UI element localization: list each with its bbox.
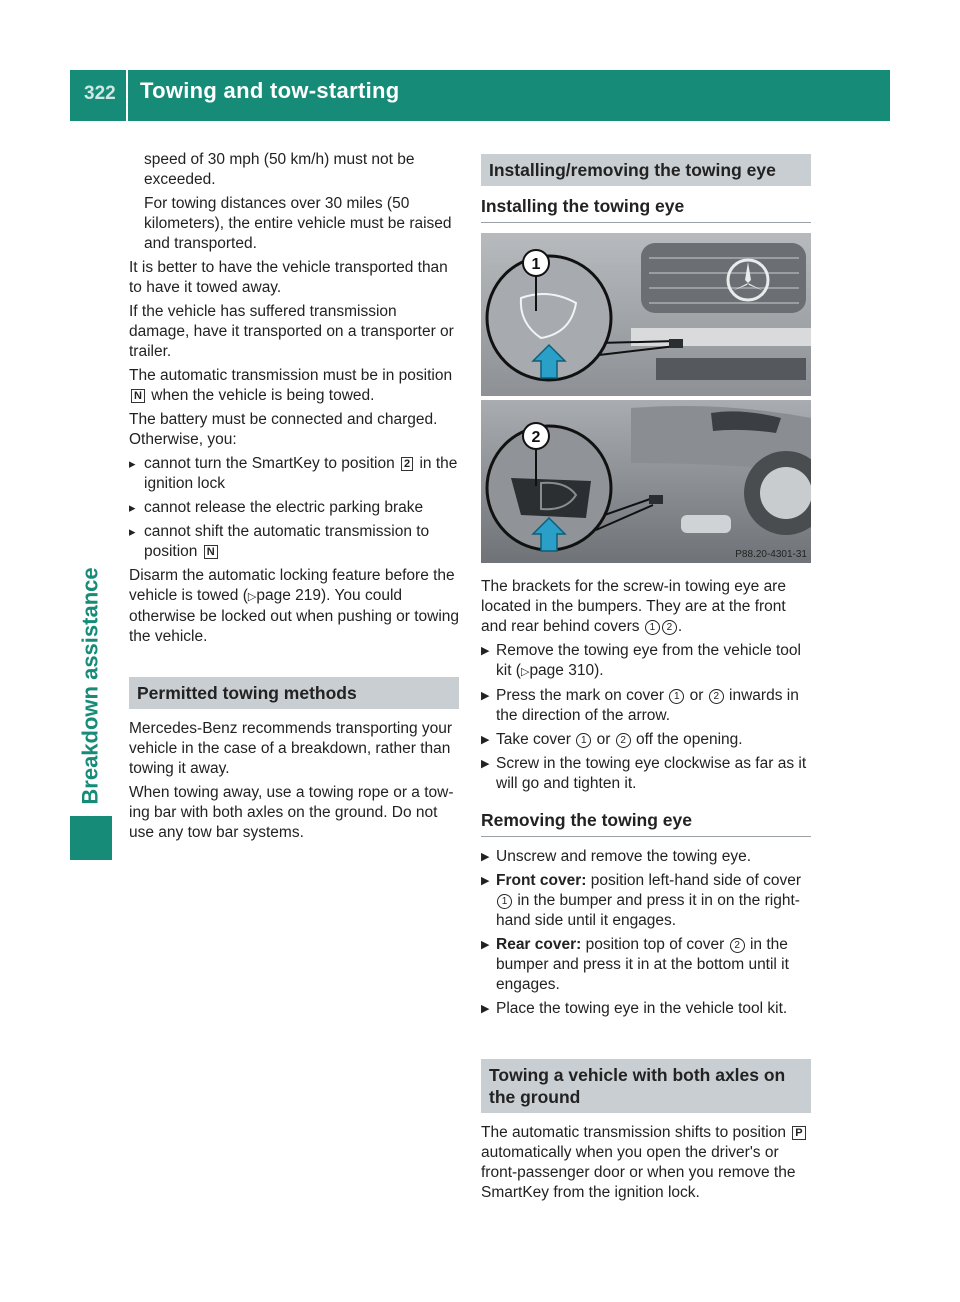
section-heading: Installing/removing the towing eye [481, 154, 811, 186]
left-column [129, 150, 459, 847]
list-item: ▶ Screw in the towing eye clockwise as far as it will go and tighten it. [481, 754, 811, 794]
text: ). [594, 662, 604, 679]
text: Press the mark on cover [496, 687, 664, 704]
label-bold: Rear cover: [496, 936, 582, 953]
gear-key-n: N [204, 545, 218, 559]
towing-eye-illustration [481, 233, 811, 563]
image-callout-2: 2 [531, 429, 541, 446]
list-item: ▸ cannot release the electric parking brake [129, 498, 459, 518]
page-reference-link[interactable]: page 310 [529, 662, 595, 679]
list-item [129, 522, 459, 562]
right-column [481, 150, 811, 1207]
paragraph [481, 1123, 811, 1203]
side-tab [75, 556, 107, 816]
paragraph: Mercedes-Benz recommends transporting your vehicle in the case of a breakdown, rather than towing it away. [129, 720, 453, 777]
text: in the ignition lock [144, 455, 458, 492]
header-divider [126, 70, 128, 121]
paragraph: The battery must be connected and charged. Otherwise, you: [129, 411, 438, 448]
paragraph: If the vehicle has suffered transmission damage, have it transported on a transporter or trailer. [129, 303, 454, 360]
page-reference-link[interactable]: page 219 [256, 587, 322, 604]
list-item: ▶ Unscrew and remove the towing eye. [481, 847, 811, 867]
text: cannot shift the automatic transmission to position [144, 523, 430, 560]
text: when the vehicle is being towed. [151, 387, 375, 404]
gear-key-p: P [792, 1126, 805, 1140]
paragraph [129, 566, 459, 647]
instruction-list [481, 847, 811, 1019]
section-heading: Permitted towing methods [129, 677, 459, 709]
side-tab-block [70, 816, 112, 860]
text: . [677, 618, 683, 635]
header-bar [70, 70, 890, 121]
list-item [481, 871, 811, 931]
page-ref-arrow-icon: ▷ [520, 666, 530, 678]
side-tab-label: Breakdown assistance [78, 567, 104, 805]
text: position top of cover [585, 936, 725, 953]
label-bold: Front cover: [496, 872, 587, 889]
text: ). You could otherwise be locked out when pushing or towing the vehicle. [129, 587, 460, 645]
callout-1: 1 [576, 733, 591, 748]
bullet-list [129, 454, 459, 562]
page-ref-arrow-icon: ▷ [247, 591, 257, 603]
text: The automatic transmission must be in position [129, 367, 453, 384]
text: or [689, 687, 704, 704]
text: automatically when you open the driver's or front-passenger door or when you remove the SmartKey from the ignition lock. [481, 1144, 796, 1201]
callout-1: 1 [497, 894, 512, 909]
instruction-list [481, 641, 811, 794]
text: position left-hand side of cover [590, 872, 801, 889]
callout-1: 1 [669, 689, 684, 704]
page-number: 322 [84, 83, 116, 104]
callout-1: 1 [645, 620, 660, 635]
car-bumper-illustration [481, 233, 811, 563]
list-item: ▶ Place the towing eye in the vehicle tool kit. [481, 999, 811, 1019]
text: cannot turn the SmartKey to position [144, 455, 395, 472]
callout-2: 2 [662, 620, 677, 635]
callout-2: 2 [730, 938, 745, 953]
text: Remove the towing eye from the vehicle tool kit ( [496, 642, 801, 679]
callout-2: 2 [616, 733, 631, 748]
gear-key-n: N [131, 389, 145, 403]
paragraph [481, 577, 811, 637]
paragraph: It is better to have the vehicle transported than to have it towed away. [129, 259, 448, 296]
text: in the bumper and press it in at the bottom until it engages. [496, 936, 789, 993]
text: Disarm the automatic locking feature before the vehicle is towed ( [129, 567, 455, 604]
text: Take cover [496, 731, 571, 748]
text: The automatic transmission shifts to position [481, 1124, 786, 1141]
section-heading: Towing a vehicle with both axles on the ground [481, 1059, 811, 1113]
subheading: Removing the towing eye [481, 810, 811, 837]
list-item [481, 935, 811, 995]
callout-2: 2 [709, 689, 724, 704]
text: or [596, 731, 611, 748]
image-code: P88.20-4301-31 [735, 549, 807, 560]
chapter-title: Towing and tow-starting [140, 78, 400, 103]
key-position-2: 2 [401, 457, 413, 471]
paragraph: When towing away, use a towing rope or a tow-ing bar with both axles on the ground. Do not use any tow bar systems. [129, 784, 454, 841]
exhaust-pipe [681, 515, 731, 533]
subheading: Installing the towing eye [481, 196, 811, 223]
list-item [481, 641, 811, 682]
list-item [481, 730, 811, 750]
image-callout-1: 1 [531, 256, 541, 273]
paragraph: For towing distances over 30 miles (50 kilometers), the entire vehicle must be raised and transported. [144, 195, 452, 252]
list-item [481, 686, 811, 726]
paragraph [129, 366, 459, 406]
list-item [129, 454, 459, 494]
text: inwards in the direction of the arrow. [496, 687, 799, 724]
text: off the opening. [636, 731, 743, 748]
text: in the bumper and press it in on the right-hand side until it engages. [496, 892, 800, 929]
paragraph: speed of 30 mph (50 km/h) must not be exceeded. [144, 151, 415, 188]
text: The brackets for the screw-in towing eye are located in the bumpers. They are at the front and rear behind covers [481, 578, 786, 635]
